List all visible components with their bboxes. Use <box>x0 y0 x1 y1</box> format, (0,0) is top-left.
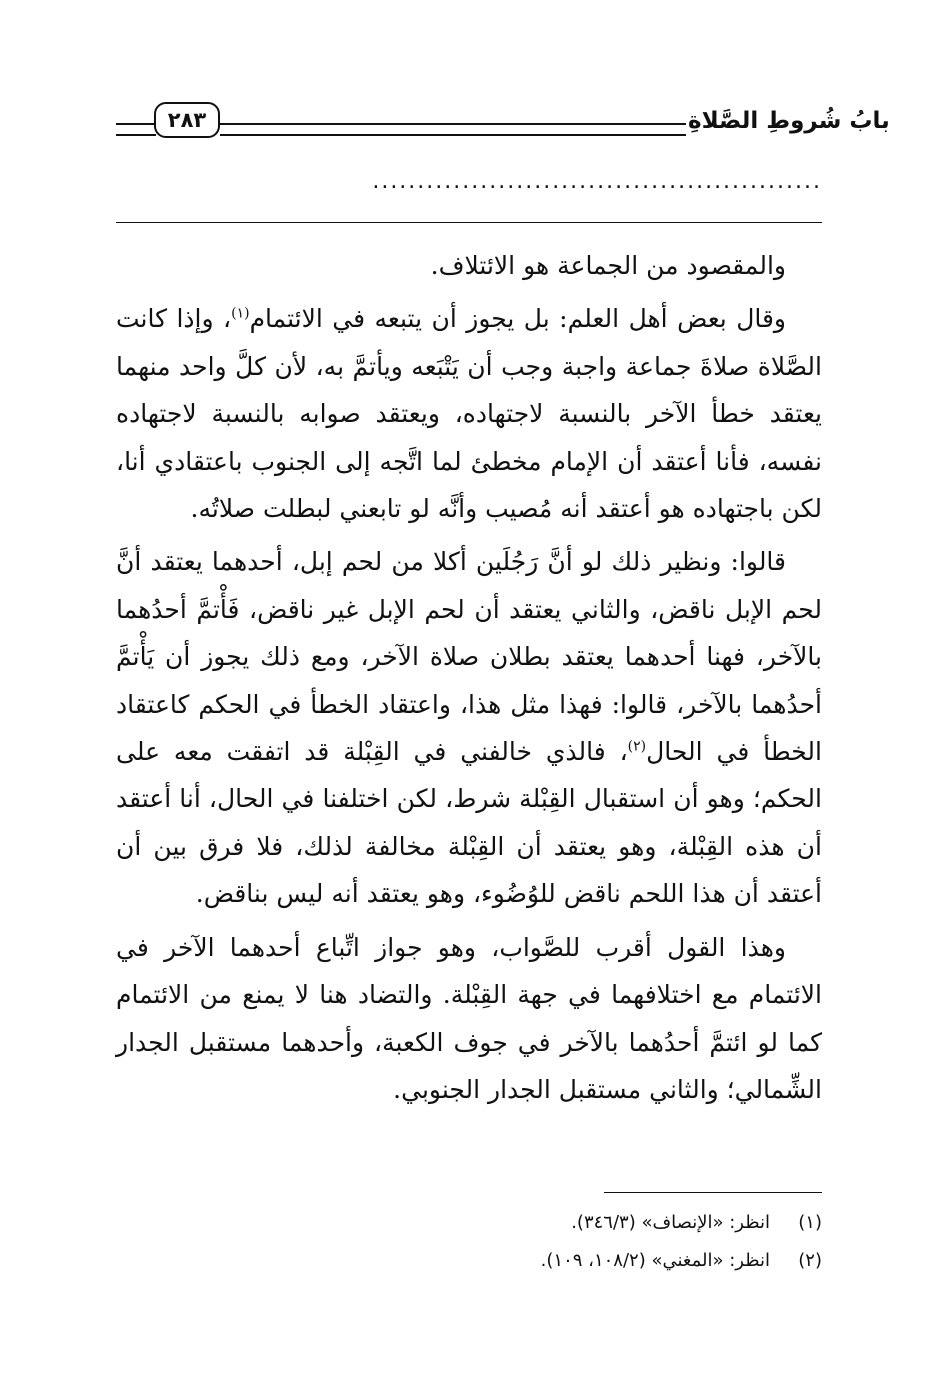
paragraph-3 <box>116 538 822 917</box>
paragraph-2-text: وقال بعض أهل العلم: بل يجوز أن يتبعه في الائتمام <box>249 304 786 334</box>
chapter-title: بابُ شُروطِ الصَّلاةِ <box>688 108 890 134</box>
paragraph-3-text: قالوا: ونظير ذلك لو أنَّ رَجُلَين أكلا من لحم إبل، أحدهما يعتقد أنَّ لحم الإبل ناقض، والثاني يعتقد أن لحم الإبل غير ناقض، فَأْتمَّ أحدُهما بالآخر، فهنا أحدهما يعتقد بطلان صلاة الآخر، ومع ذلك يجوز أن يَأْتمَّ أحدُهما بالآخر، قالوا: فهذا مثل هذا، واعتقاد الخطأ في الحكم كاعتقاد الخطأ في الحال <box>116 547 822 767</box>
paragraph-3-rest: ، فالذي خالفني في القِبْلة قد اتفقت معه على الحكم؛ وهو أن استقبال القِبْلة شرط، لكن اختلفنا في الحال، أنا أعتقد أن هذه القِبْلة، وهو يعتقد أن القِبْلة مخالفة لذلك، فلا فرق بين أن أعتقد أن هذا اللحم ناقض للوُضُوء، وهو يعتقد أنه ليس بناقض. <box>116 737 822 909</box>
header-rule-left <box>116 123 156 136</box>
footnote-ref-1[interactable]: (١) <box>231 306 250 323</box>
footnote-ref-2[interactable]: (٢) <box>627 738 647 755</box>
continuation-dots: .................................................. <box>372 170 822 194</box>
footnote-number: (١) <box>798 1212 822 1233</box>
footnote-2 <box>116 1242 822 1280</box>
footnotes <box>116 1204 822 1280</box>
paragraph-2-rest: ، وإذا كانت الصَّلاة صلاةَ جماعة واجبة وجب أن يَتْبَعه ويأتمَّ به، لأن كلَّ واحد منهما يعتقد خطأ الآخر بالنسبة لاجتهاده، ويعتقد صوابه بالنسبة لاجتهاده نفسه، فأنا أعتقد أن الإمام مخطئ لما اتَّجه إلى الجنوب باعتقادي أنا، لكن باجتهاده هو أعتقد أنه مُصيب وأنَّه لو تابعني لبطلت صلاتُه. <box>116 304 822 524</box>
main-text <box>116 242 822 1119</box>
paragraph-4: وهذا القول أقرب للصَّواب، وهو جواز اتِّباع أحدهما الآخر في الائتمام مع اختلافهما في جهة القِبْلة. والتضاد هنا لا يمنع من الائتمام كما لو ائتمَّ أحدُهما بالآخر في جوف الكعبة، وأحدهما مستقبل الجدار الشِّمالي؛ والثاني مستقبل الجدار الجنوبي. <box>116 932 823 1104</box>
footnote-separator <box>604 1192 822 1193</box>
footnote-number: (٢) <box>798 1250 822 1271</box>
paragraph-1: والمقصود من الجماعة هو الائتلاف. <box>430 251 786 280</box>
footnote-text: انظر: «الإنصاف» (٣٤٦/٣). <box>571 1212 770 1233</box>
footnote-text: انظر: «المغني» (١٠٨/٢، ١٠٩). <box>540 1250 770 1271</box>
top-separator <box>116 222 822 223</box>
footnote-1 <box>116 1204 822 1242</box>
header-rule-right <box>220 123 686 136</box>
paragraph-2 <box>116 295 822 532</box>
page-number: ٢٨٣ <box>154 102 220 138</box>
page-header <box>116 92 890 140</box>
